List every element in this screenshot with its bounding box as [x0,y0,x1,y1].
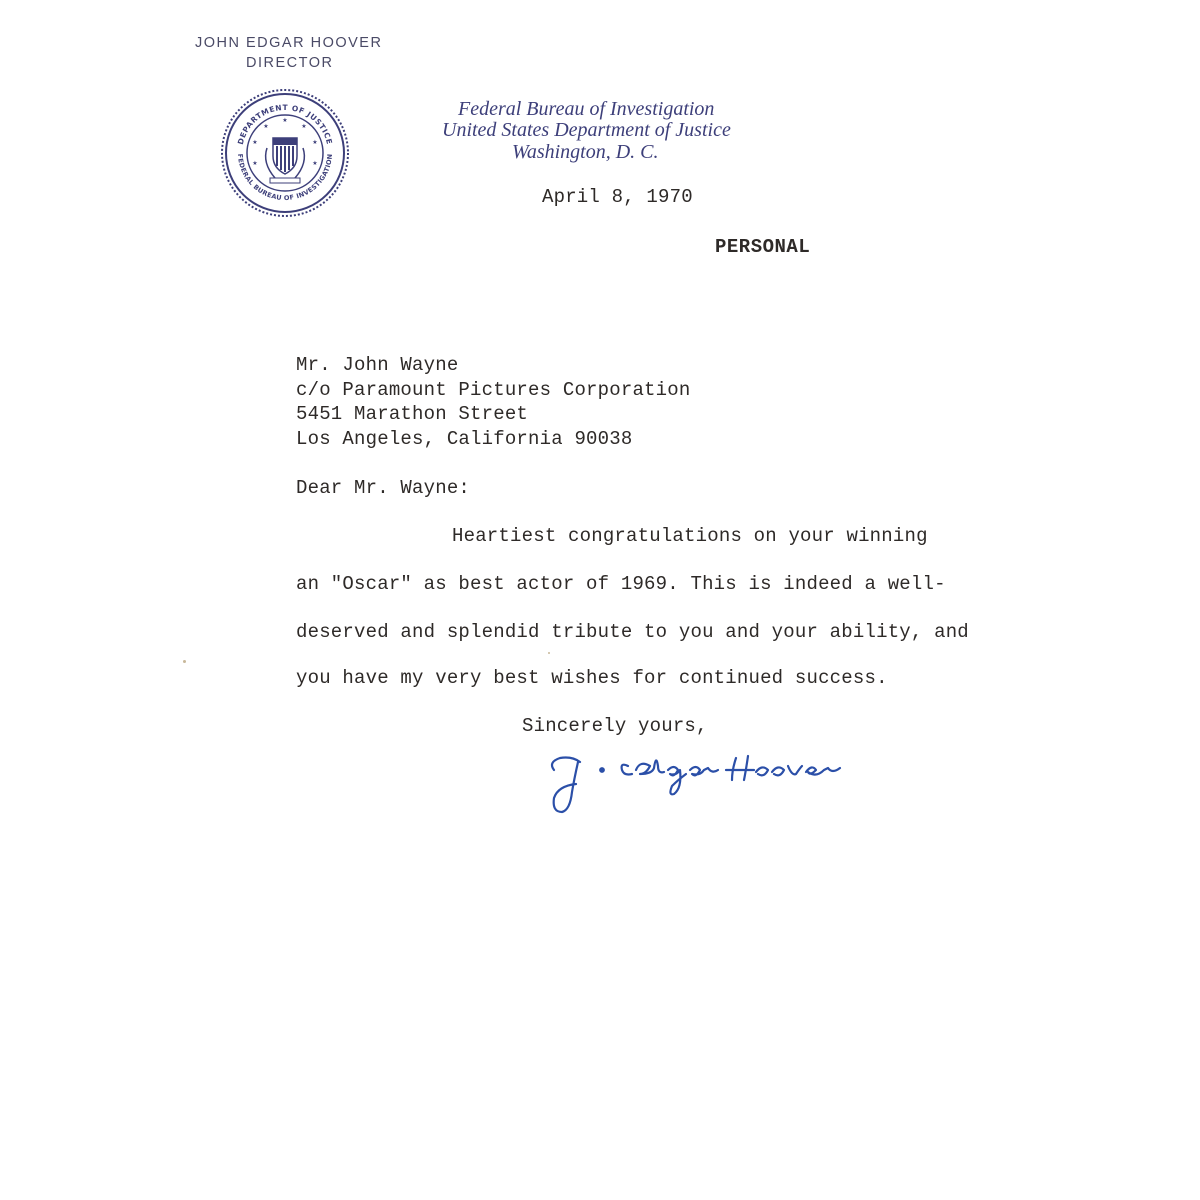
paper-speck [183,660,186,663]
recipient-line: Los Angeles, California 90038 [296,428,633,450]
closing: Sincerely yours, [522,715,708,737]
director-name: JOHN EDGAR HOOVER [195,35,383,51]
director-title: DIRECTOR [246,55,334,71]
body-line: Heartiest congratulations on your winning [452,525,928,547]
svg-text:★: ★ [263,123,269,130]
svg-text:★: ★ [252,139,258,146]
svg-text:★: ★ [312,139,318,146]
body-line: an "Oscar" as best actor of 1969. This is indeed a well- [296,573,946,595]
fbi-seal-icon [220,88,350,218]
recipient-line: Mr. John Wayne [296,354,459,376]
svg-text:★: ★ [282,117,288,124]
body-line: you have my very best wishes for continued success. [296,667,888,689]
recipient-line: 5451 Marathon Street [296,403,529,425]
handwritten-signature-icon [540,740,880,820]
svg-text:DEPARTMENT OF JUSTICE: DEPARTMENT OF JUSTICE [235,102,335,146]
paper-speck [548,652,550,654]
svg-text:★: ★ [301,123,307,130]
recipient-line: c/o Paramount Pictures Corporation [296,379,691,401]
bureau-city: Washington, D. C. [512,141,659,163]
department-name: United States Department of Justice [442,119,731,141]
body-line: deserved and splendid tribute to you and your ability, and [296,621,969,643]
svg-text:★: ★ [312,160,318,167]
personal-marking: PERSONAL [715,236,811,258]
svg-text:FEDERAL BUREAU OF INVESTIGATIO: FEDERAL BUREAU OF INVESTIGATION [235,153,335,203]
letter-date: April 8, 1970 [542,186,693,208]
salutation: Dear Mr. Wayne: [296,477,471,499]
bureau-name: Federal Bureau of Investigation [458,98,715,120]
svg-text:★: ★ [252,160,258,167]
